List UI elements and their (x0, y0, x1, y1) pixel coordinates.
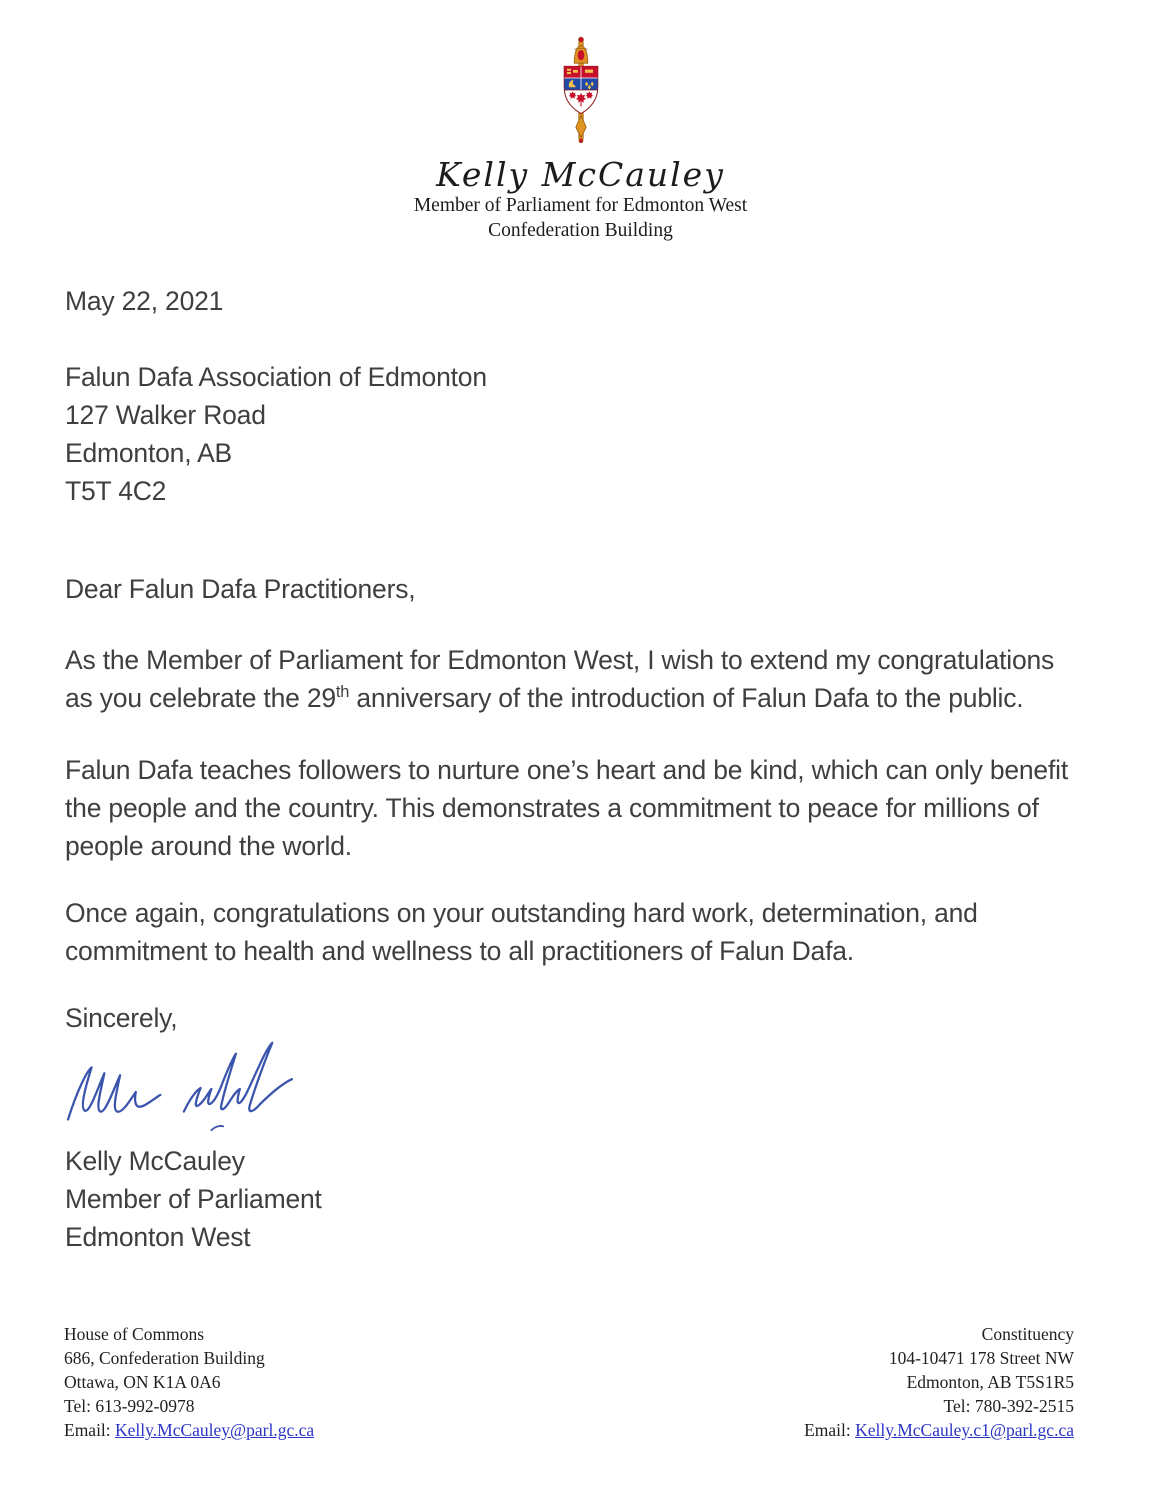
footer-left-lines (64, 1322, 314, 1418)
paragraph-2 (65, 751, 1068, 865)
letterhead-title-line: Member of Parliament for Edmonton West (413, 194, 748, 216)
text-line: Falun Dafa Association of Edmonton (65, 362, 487, 392)
constituency-email-link[interactable]: Kelly.McCauley.c1@parl.gc.ca (855, 1420, 1074, 1440)
text-line: T5T 4C2 (65, 476, 167, 506)
email-label: Email: (64, 1420, 116, 1440)
parliament-email-link[interactable]: Kelly.McCauley@parl.gc.ca (115, 1420, 315, 1440)
recipient-address (65, 358, 487, 510)
text-line: Ottawa, ON K1A 0A6 (64, 1372, 221, 1392)
footer-parliament-office (64, 1322, 314, 1442)
text-line: 686, Confederation Building (64, 1348, 265, 1368)
letterhead-mp-name: Kelly McCauley (436, 155, 725, 194)
signer-title: Member of Parliament (65, 1184, 322, 1214)
superscript-ordinal: th (335, 683, 350, 702)
paragraph-1 (65, 641, 1054, 717)
text-line: commitment to health and wellness to all practitioners of Falun Dafa. (65, 936, 854, 966)
letterhead-building-line: Confederation Building (488, 220, 673, 242)
text-line: Edmonton, AB (65, 438, 233, 468)
text-line: As the Member of Parliament for Edmonton West, I wish to extend my congratulations (65, 645, 1055, 675)
closing-sincerely: Sincerely, (65, 1003, 178, 1033)
signer-block (65, 1142, 322, 1256)
footer-left-email-line (64, 1418, 314, 1442)
text-line: 104-10471 178 Street NW (888, 1348, 1074, 1368)
text-segment: anniversary of the introduction of Falun Dafa to the public. (349, 683, 1024, 713)
footer-right-lines (804, 1322, 1074, 1418)
signer-riding: Edmonton West (65, 1222, 251, 1252)
text-line (65, 679, 1054, 717)
text-line: Constituency (981, 1324, 1074, 1344)
footer-right-email-line (804, 1418, 1074, 1442)
text-line: the people and the country. This demonstrates a commitment to peace for millions of (65, 793, 1039, 823)
paragraph-3 (65, 894, 978, 970)
signer-name: Kelly McCauley (65, 1146, 245, 1176)
text-segment: as you celebrate the 29 (65, 683, 336, 713)
text-line: Tel: 780-392-2515 (943, 1396, 1074, 1416)
text-line: Once again, congratulations on your outstanding hard work, determination, and (65, 898, 978, 928)
house-of-commons-mace-crest-icon (557, 36, 605, 148)
text-line: Edmonton, AB T5S1R5 (906, 1372, 1074, 1392)
salutation: Dear Falun Dafa Practitioners, (65, 574, 416, 604)
letter-date: May 22, 2021 (65, 286, 224, 316)
text-line: 127 Walker Road (65, 400, 266, 430)
text-line: people around the world. (65, 831, 352, 861)
handwritten-signature (58, 1035, 353, 1143)
footer-constituency-office (804, 1322, 1074, 1442)
letterhead (0, 0, 1161, 244)
email-label: Email: (804, 1420, 856, 1440)
text-line: Falun Dafa teaches followers to nurture one’s heart and be kind, which can only benefit (65, 755, 1068, 785)
text-line: House of Commons (64, 1324, 204, 1344)
text-line: Tel: 613-992-0978 (64, 1396, 195, 1416)
